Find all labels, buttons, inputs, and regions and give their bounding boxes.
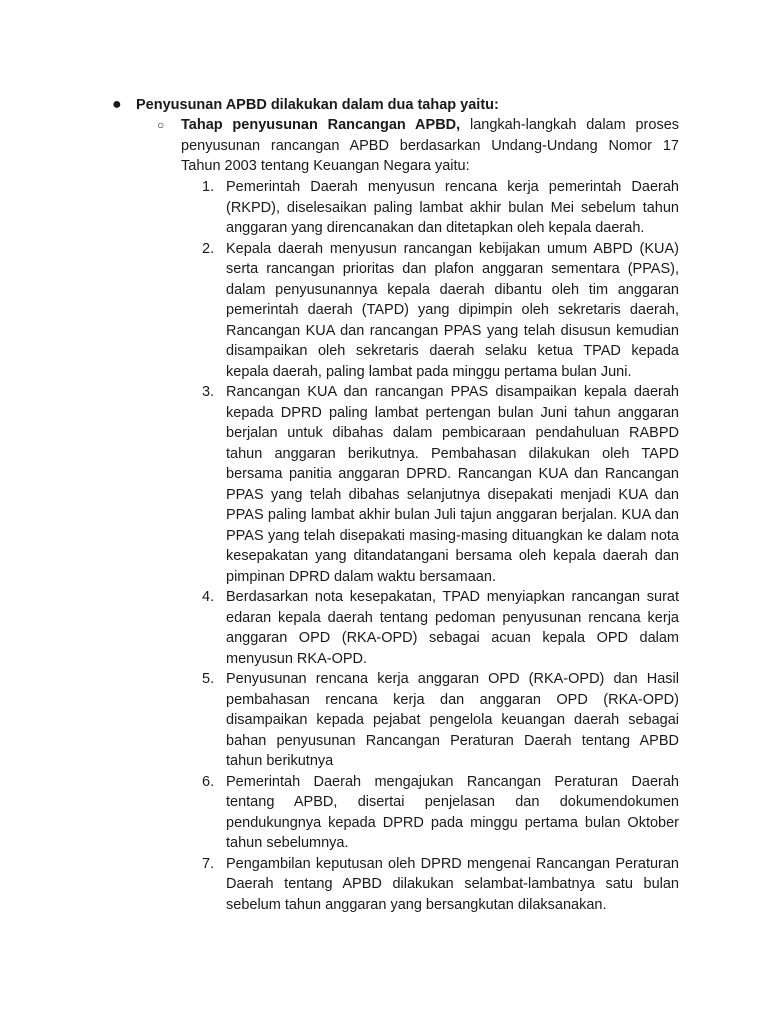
stage-title: Tahap penyusunan Rancangan APBD, xyxy=(181,117,461,133)
step-number: 6. xyxy=(202,773,215,790)
list-item xyxy=(196,382,679,587)
step-number: 2. xyxy=(202,240,215,257)
list-item xyxy=(196,772,679,854)
list-item xyxy=(196,669,679,772)
bullet-dot-icon: ● xyxy=(112,96,122,113)
step-text: Kepala daerah menyusun rancangan kebijakan umum ABPD (KUA) serta rancangan prioritas dan plafon anggaran sementara (PPAS), dalam penyusunannya kepala daerah dibantu oleh tim anggaran pemerintah daerah (TAPD) yang dipimpin oleh sekretaris daerah, Rancangan KUA dan rancangan PPAS yang telah disusun kemudian disampaikan oleh sekretaris daerah selaku ketua TPAD kepada kepala daerah, paling lambat pada minggu pertama bulan Juni. xyxy=(226,240,679,380)
step-text: Rancangan KUA dan rancangan PPAS disampaikan kepala daerah kepada DPRD paling lambat pertengan bulan Juni tahun anggaran berjalan untuk dibahas dalam pembicaraan pendahuluan RABPD tahun anggaran berikutnya. Pembahasan dilakukan oleh TAPD bersama panitia anggaran DPRD. Rancangan KUA dan Rancangan PPAS yang telah dibahas selanjutnya disepakati menjadi KUA dan PPAS paling lambat akhir bulan Juli tajun anggaran berjalan. KUA dan PPAS yang telah disepakati masing-masing dituangkan ke dalam nota kesepakatan yang ditandatangani bersama oleh kepala daerah dan pimpinan DPRD dalam waktu bersamaan. xyxy=(226,384,679,585)
step-number: 1. xyxy=(202,179,215,195)
section-heading: Penyusunan APBD dilakukan dalam dua tahap yaitu: xyxy=(136,97,499,113)
step-text: Penyusunan rencana kerja anggaran OPD (RKA-OPD) dan Hasil pembahasan rencana kerja dan anggaran OPD (RKA-OPD) disampaikan kepada pejabat pengelola keuangan daerah sebagai bahan penyusunan Rancangan Peraturan Daerah tentang APBD tahun berikutnya xyxy=(226,671,679,769)
step-number: 4. xyxy=(202,589,215,605)
list-item xyxy=(196,854,679,916)
bullet-circle-icon: ○ xyxy=(157,118,165,132)
sub-bullet-item xyxy=(157,115,679,177)
list-item xyxy=(196,587,679,669)
step-number: 3. xyxy=(202,384,215,400)
list-item xyxy=(196,239,679,383)
stage-intro: langkah-langkah dalam proses penyusunan rancangan APBD berdasarkan Undang-Undang Nomor 17 Tahun 2003 tentang Keuangan Negara yaitu: xyxy=(181,117,680,174)
top-bullet-item xyxy=(112,95,682,115)
stage-paragraph xyxy=(181,115,679,177)
step-number: 5. xyxy=(202,671,215,687)
step-text: Berdasarkan nota kesepakatan, TPAD menyiapkan rancangan surat edaran kepala daerah tentang pedoman penyusunan rencana kerja anggaran OPD (RKA-OPD) sebagai acuan kepala OPD dalam menyusun RKA-OPD. xyxy=(226,589,679,667)
list-item xyxy=(196,177,679,239)
step-text: Pengambilan keputusan oleh DPRD mengenai Rancangan Peraturan Daerah tentang APBD dilakukan selambat-lambatnya satu bulan sebelum tahun anggaran yang bersangkutan dilaksanakan. xyxy=(226,855,679,913)
step-number: 7. xyxy=(202,855,215,872)
step-text: Pemerintah Daerah mengajukan Rancangan Peraturan Daerah tentang APBD, disertai penjelasan dan dokumendokumen pendukungnya kepada DPRD pada minggu pertama bulan Oktober tahun sebelumnya. xyxy=(226,773,679,851)
step-text: Pemerintah Daerah menyusun rencana kerja pemerintah Daerah (RKPD), diselesaikan paling lambat akhir bulan Mei sebelum tahun anggaran yang direncanakan dan ditetapkan oleh kepala daerah. xyxy=(226,179,679,236)
numbered-steps-list xyxy=(196,177,679,915)
